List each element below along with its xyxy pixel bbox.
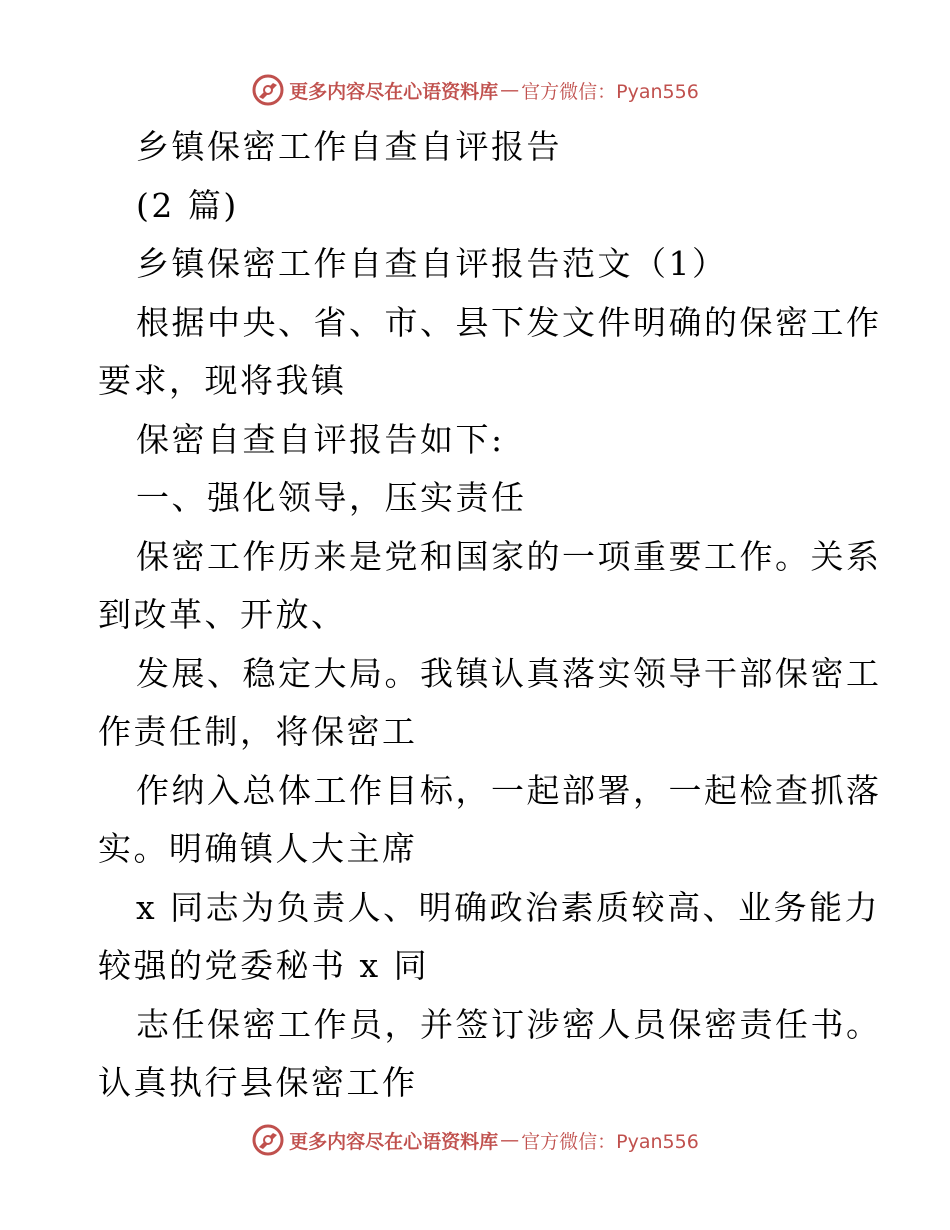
quill-logo-icon: [251, 1123, 285, 1157]
text-line: 一、强化领导，压实责任: [136, 478, 527, 517]
text-line: 到改革、开放、: [98, 595, 347, 634]
text-line: x 同志为负责人、明确政治素质较高、业务能力: [136, 887, 881, 927]
text-line: 较强的党委秘书 x 同: [98, 946, 430, 985]
text-line: 保密工作历来是党和国家的一项重要工作。关系: [136, 536, 882, 576]
footer-watermark: [0, 1120, 950, 1160]
text-line: 作纳入总体工作目标，一起部署，一起检查抓落: [136, 770, 882, 810]
text-line: 保密自查自评报告如下:: [136, 419, 505, 459]
text-line: 发展、稳定大局。我镇认真落实领导干部保密工: [136, 653, 882, 693]
watermark-main-text: 更多内容尽在心语资料库: [289, 80, 499, 103]
text-line: 乡镇保密工作自查自评报告范文（1）: [136, 244, 728, 283]
header-watermark: [0, 70, 950, 110]
document-body: [98, 118, 882, 1113]
text-line: 志任保密工作员，并签订涉密人员保密责任书。: [136, 1004, 882, 1044]
watermark-separator: —: [500, 79, 520, 101]
text-line: 认真执行县保密工作: [98, 1063, 418, 1102]
text-line: 根据中央、省、市、县下发文件明确的保密工作: [136, 302, 882, 342]
watermark-wechat-text: 官方微信：Pyan556: [521, 80, 699, 103]
text-line: (2 篇): [136, 185, 239, 225]
watermark-main-text: 更多内容尽在心语资料库: [289, 1130, 499, 1153]
watermark-wechat-text: 官方微信：Pyan556: [521, 1130, 699, 1153]
text-line: 要求，现将我镇: [98, 361, 347, 400]
watermark-separator: —: [500, 1129, 520, 1151]
text-line: 作责任制，将保密工: [98, 712, 418, 751]
text-line: 实。明确镇人大主席: [98, 829, 418, 868]
text-line: 乡镇保密工作自查自评报告: [136, 127, 562, 166]
quill-logo-icon: [251, 73, 285, 107]
